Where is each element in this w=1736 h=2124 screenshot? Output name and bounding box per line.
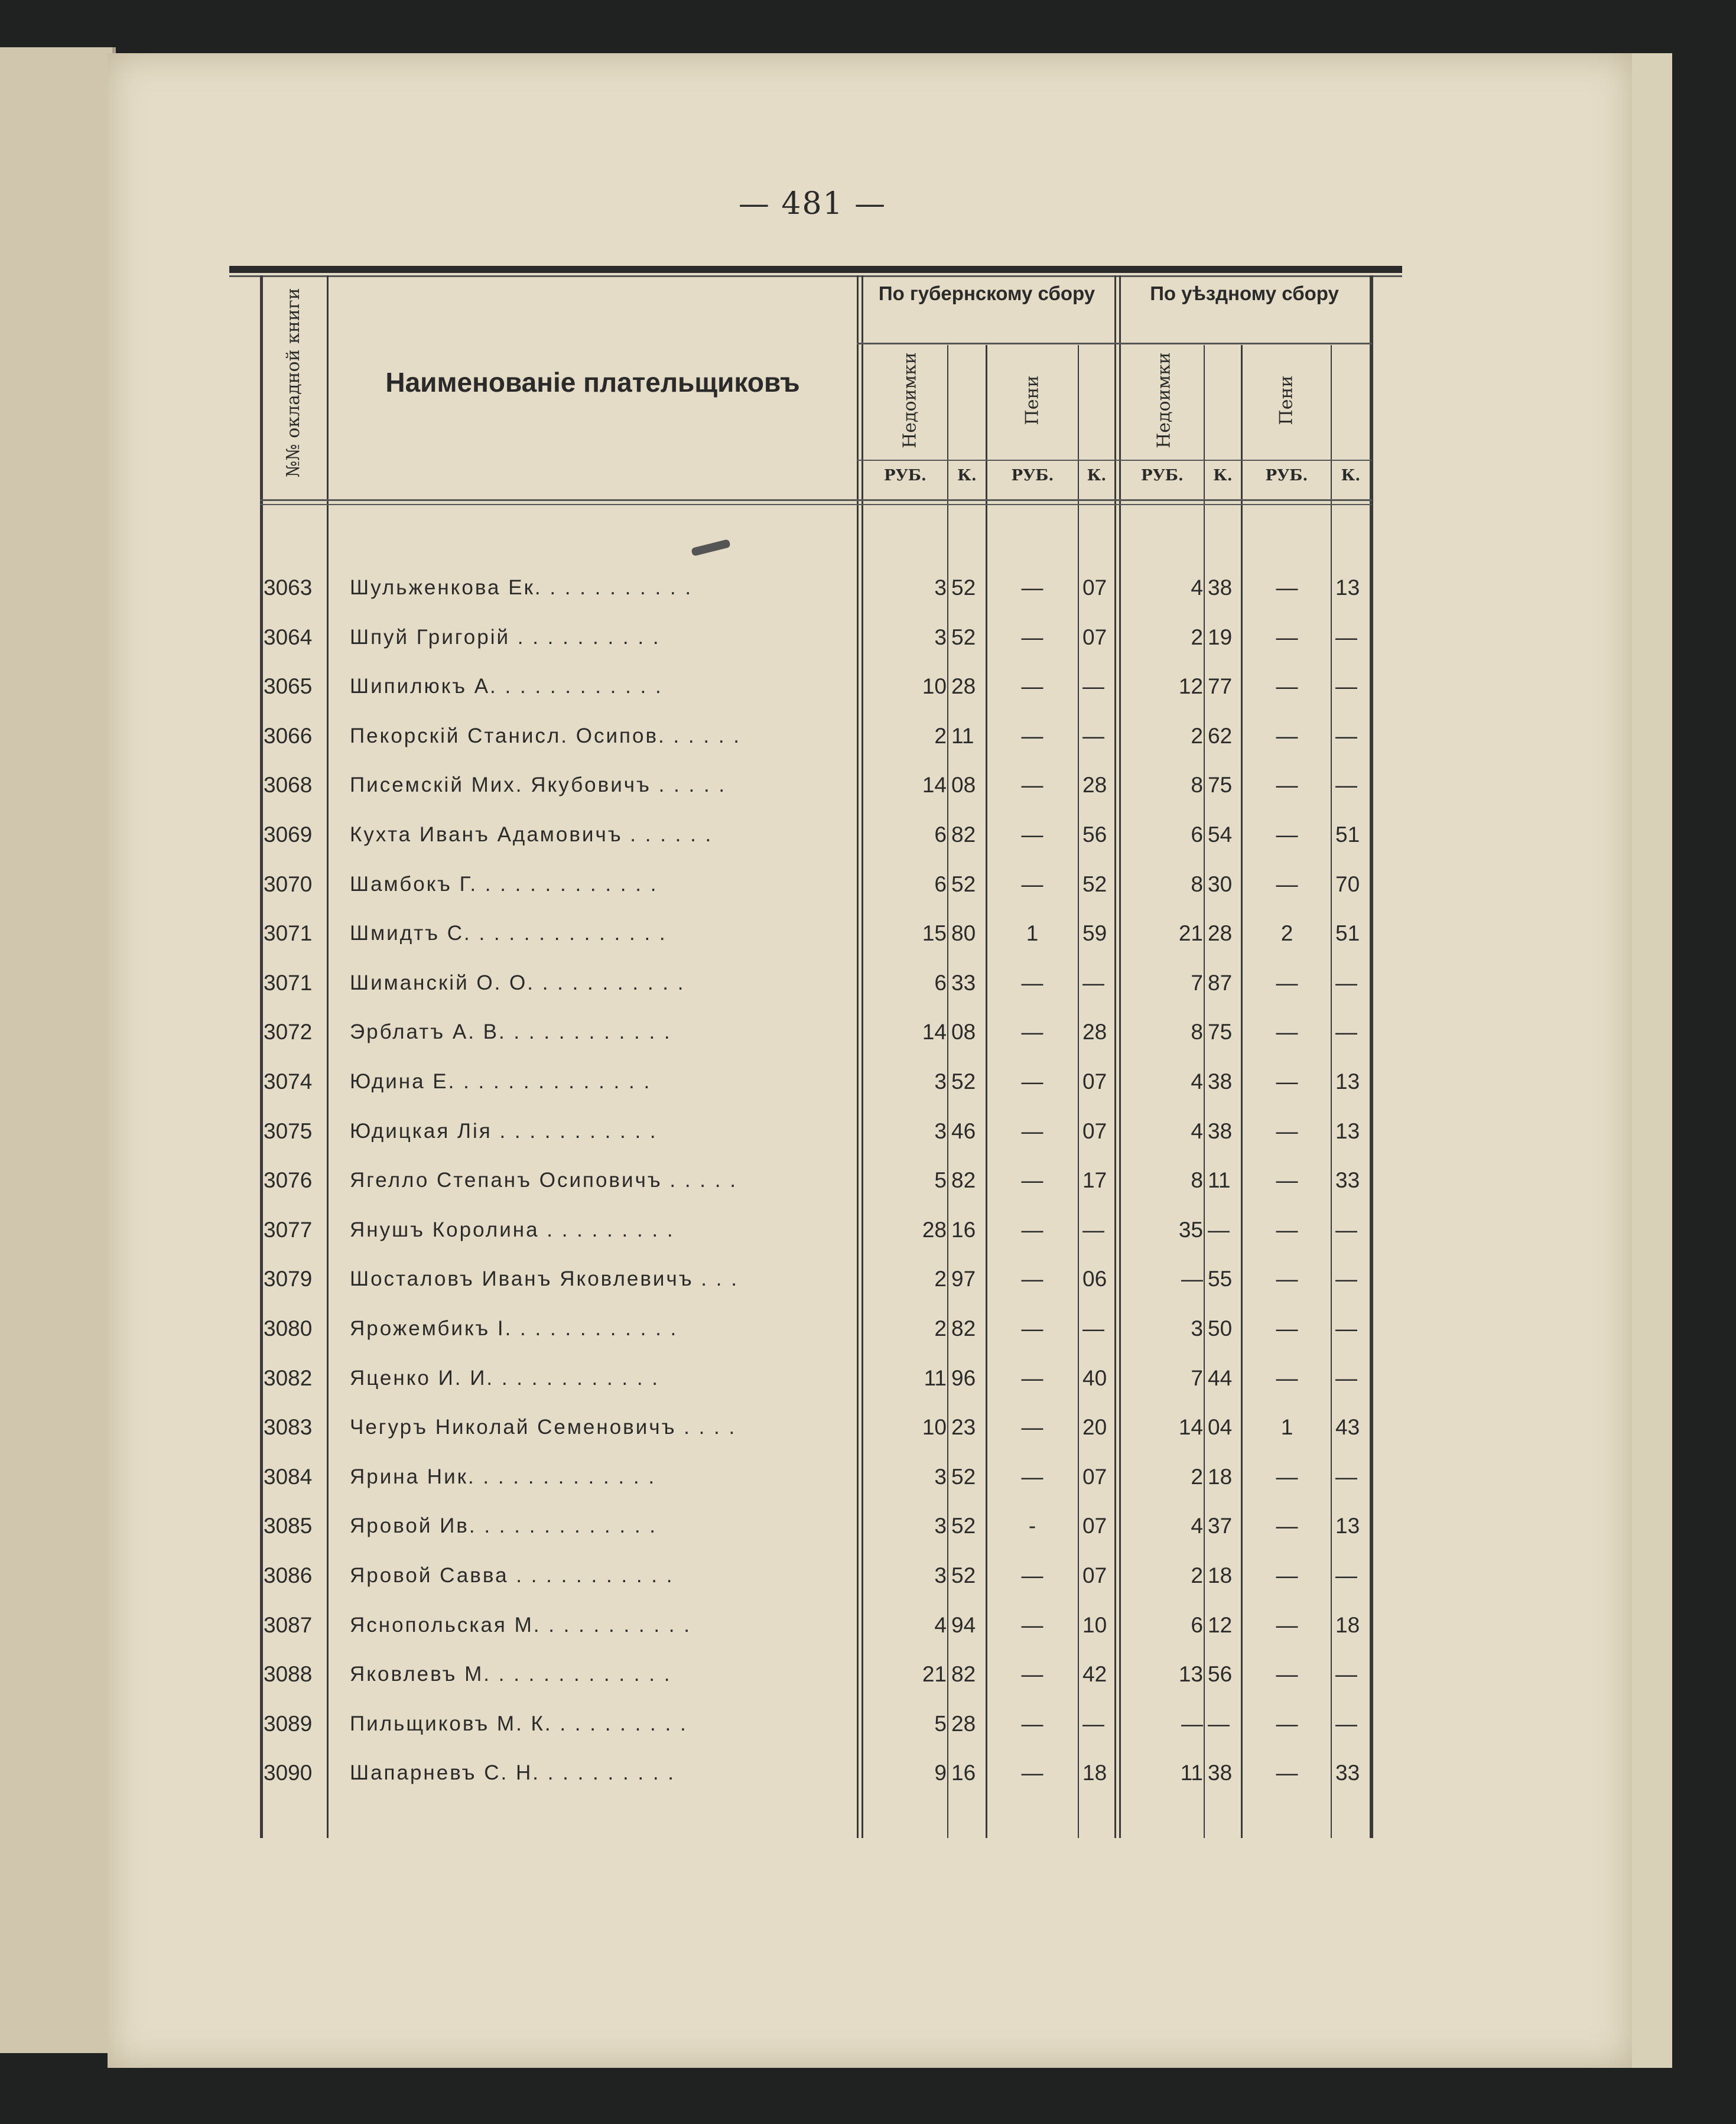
cell-uezd-peni-kop: — [1335, 971, 1357, 995]
cell-uezd-nedoimki-kop: 18 [1208, 1465, 1233, 1489]
header-uezd-nedoimki: Недоимки [1153, 352, 1175, 448]
cell-gub-nedoimki-kop: 16 [951, 1218, 976, 1242]
cell-uezd-peni-rub: — [1276, 1218, 1298, 1242]
cell-uezd-peni-kop: — [1335, 724, 1357, 748]
cell-gub-nedoimki-kop: 82 [951, 1662, 976, 1686]
cell-gub-peni-kop: 20 [1082, 1415, 1107, 1439]
cell-uezd-nedoimki-rub: 35 [1178, 1218, 1203, 1242]
cell-uezd-peni-rub: — [1276, 1514, 1298, 1538]
cell-uezd-nedoimki-kop: 77 [1208, 674, 1233, 698]
cell-gub-nedoimki-rub: 2 [934, 724, 947, 748]
cell-uezd-peni-rub: — [1276, 575, 1298, 600]
header-bottom-rule [260, 499, 1372, 501]
cell-gub-nedoimki-kop: 52 [951, 1514, 976, 1538]
cell-uezd-nedoimki-rub: 4 [1191, 1119, 1203, 1143]
cell-uezd-nedoimki-kop: 18 [1208, 1563, 1233, 1588]
cell-gub-nedoimki-kop: 94 [951, 1613, 976, 1637]
cell-gub-peni-kop: 42 [1082, 1662, 1107, 1686]
cell-gub-peni-kop: 07 [1082, 575, 1107, 600]
cell-gub-nedoimki-rub: 2 [934, 1316, 947, 1341]
cell-gub-nedoimki-rub: 28 [922, 1218, 947, 1242]
cell-book-number: 3071 [264, 971, 313, 995]
cell-gub-peni-rub: - [1028, 1514, 1036, 1538]
table-row [0, 1058, 1736, 1105]
cell-gub-peni-rub: — [1021, 1218, 1043, 1242]
cell-gub-peni-rub: — [1021, 1316, 1043, 1341]
cell-uezd-nedoimki-kop: 37 [1208, 1514, 1233, 1538]
cell-gub-nedoimki-rub: 2 [934, 1267, 947, 1291]
cell-uezd-nedoimki-rub: 4 [1191, 575, 1203, 600]
header-bottom-rule-double [260, 504, 1372, 505]
cell-gub-peni-rub: — [1021, 1712, 1043, 1736]
cell-payer-name: Яровой Ив. . . . . . . . . . . . . [350, 1514, 658, 1537]
cell-payer-name: Яценко И. И. . . . . . . . . . . . [350, 1367, 660, 1390]
cell-uezd-nedoimki-rub: 12 [1178, 674, 1203, 698]
cell-book-number: 3076 [264, 1168, 313, 1192]
header-gub-peni: Пени [1022, 375, 1043, 425]
table-row [0, 1602, 1736, 1649]
cell-uezd-nedoimki-rub: 2 [1191, 625, 1203, 649]
cell-uezd-peni-kop: 13 [1335, 1069, 1360, 1094]
cell-uezd-nedoimki-kop: 75 [1208, 1020, 1233, 1044]
cell-book-number: 3063 [264, 575, 313, 600]
cell-uezd-nedoimki-kop: 30 [1208, 872, 1233, 896]
table-row [0, 1749, 1736, 1797]
cell-uezd-peni-kop: 18 [1335, 1613, 1360, 1637]
cell-gub-peni-rub: — [1021, 1761, 1043, 1785]
cell-gub-nedoimki-rub: 14 [922, 773, 947, 797]
table-row [0, 713, 1736, 760]
cell-book-number: 3071 [264, 921, 313, 945]
cell-gub-nedoimki-rub: 3 [934, 575, 947, 600]
cell-gub-nedoimki-rub: 14 [922, 1020, 947, 1044]
cell-gub-peni-rub: — [1021, 872, 1043, 896]
cell-payer-name: Шипилюкъ А. . . . . . . . . . . . [350, 675, 663, 698]
cell-gub-nedoimki-kop: 52 [951, 1563, 976, 1588]
cell-uezd-nedoimki-kop: 56 [1208, 1662, 1233, 1686]
header-uezd-peni-kop: К. [1341, 467, 1361, 484]
cell-book-number: 3070 [264, 872, 313, 896]
cell-uezd-peni-kop: — [1335, 773, 1357, 797]
cell-payer-name: Шмидтъ С. . . . . . . . . . . . . . [350, 922, 667, 945]
cell-gub-nedoimki-kop: 82 [951, 1316, 976, 1341]
cell-uezd-peni-rub: — [1276, 822, 1298, 847]
cell-gub-peni-kop: — [1082, 674, 1104, 698]
cell-uezd-nedoimki-rub: — [1181, 1712, 1203, 1736]
cell-gub-peni-rub: — [1021, 575, 1043, 600]
cell-gub-nedoimki-kop: 28 [951, 674, 976, 698]
cell-uezd-nedoimki-kop: 04 [1208, 1415, 1233, 1439]
cell-gub-peni-kop: 17 [1082, 1168, 1107, 1192]
cell-gub-peni-rub: — [1021, 1119, 1043, 1143]
cell-book-number: 3068 [264, 773, 313, 797]
cell-gub-nedoimki-kop: 08 [951, 1020, 976, 1044]
cell-gub-peni-kop: — [1082, 1316, 1104, 1341]
cell-gub-nedoimki-rub: 11 [924, 1366, 947, 1390]
cell-gub-nedoimki-rub: 10 [922, 674, 947, 698]
cell-uezd-peni-kop: — [1335, 1020, 1357, 1044]
cell-gub-nedoimki-rub: 6 [934, 971, 947, 995]
cell-uezd-nedoimki-kop: 38 [1208, 1761, 1233, 1785]
cell-gub-nedoimki-rub: 6 [934, 872, 947, 896]
cell-gub-nedoimki-rub: 6 [934, 822, 947, 847]
cell-book-number: 3089 [264, 1712, 313, 1736]
cell-book-number: 3064 [264, 625, 313, 649]
cell-uezd-nedoimki-kop: 11 [1208, 1168, 1231, 1192]
cell-gub-peni-kop: 40 [1082, 1366, 1107, 1390]
cell-book-number: 3077 [264, 1218, 313, 1242]
header-col-name: Наименованіе плательщиковъ [385, 367, 800, 398]
cell-uezd-peni-kop: — [1335, 1366, 1357, 1390]
cell-gub-peni-rub: — [1021, 1415, 1043, 1439]
cell-uezd-peni-rub: — [1276, 1563, 1298, 1588]
cell-uezd-nedoimki-rub: 6 [1191, 822, 1203, 847]
cell-book-number: 3090 [264, 1761, 313, 1785]
cell-uezd-nedoimki-rub: 2 [1191, 1465, 1203, 1489]
table-row [0, 910, 1736, 957]
cell-book-number: 3088 [264, 1662, 313, 1686]
cell-uezd-nedoimki-kop: 55 [1208, 1267, 1233, 1291]
table-row [0, 861, 1736, 908]
cell-uezd-nedoimki-rub: 4 [1191, 1069, 1203, 1094]
table-row [0, 811, 1736, 858]
cell-gub-peni-kop: 52 [1082, 872, 1107, 896]
table-row [0, 1355, 1736, 1402]
cell-gub-nedoimki-kop: 52 [951, 1069, 976, 1094]
cell-gub-peni-rub: — [1021, 1563, 1043, 1588]
table-row [0, 1009, 1736, 1056]
cell-uezd-nedoimki-rub: 8 [1191, 872, 1203, 896]
cell-payer-name: Ярина Ник. . . . . . . . . . . . . [350, 1465, 656, 1488]
cell-uezd-peni-rub: — [1276, 1366, 1298, 1390]
header-unit-rule [857, 460, 1372, 461]
cell-uezd-nedoimki-rub: 21 [1178, 921, 1203, 945]
cell-gub-nedoimki-rub: 3 [934, 1465, 947, 1489]
cell-uezd-nedoimki-rub: 8 [1191, 1168, 1203, 1192]
cell-uezd-peni-kop: — [1335, 1662, 1357, 1686]
cell-uezd-peni-rub: — [1276, 1465, 1298, 1489]
cell-payer-name: Шульженкова Ек. . . . . . . . . . . [350, 576, 693, 599]
table-row [0, 614, 1736, 661]
cell-uezd-peni-kop: — [1335, 1712, 1357, 1736]
table-row [0, 564, 1736, 611]
header-gub-nedo-rub: РУБ. [884, 467, 926, 484]
cell-uezd-nedoimki-kop: 19 [1208, 625, 1233, 649]
cell-uezd-nedoimki-rub: 6 [1191, 1613, 1203, 1637]
cell-gub-nedoimki-kop: 52 [951, 625, 976, 649]
cell-book-number: 3065 [264, 674, 313, 698]
cell-gub-nedoimki-rub: 15 [922, 921, 947, 945]
cell-uezd-peni-rub: — [1276, 971, 1298, 995]
cell-gub-peni-kop: — [1082, 1712, 1104, 1736]
header-uezd-peni-rub: РУБ. [1265, 467, 1308, 484]
table-row [0, 1108, 1736, 1155]
cell-gub-nedoimki-rub: 3 [934, 1119, 947, 1143]
cell-gub-peni-rub: — [1021, 625, 1043, 649]
cell-payer-name: Янушъ Королина . . . . . . . . . [350, 1218, 675, 1241]
cell-uezd-nedoimki-kop: 54 [1208, 822, 1233, 847]
cell-uezd-nedoimki-rub: 2 [1191, 1563, 1203, 1588]
cell-payer-name: Юдицкая Лія . . . . . . . . . . . [350, 1120, 658, 1143]
cell-gub-nedoimki-rub: 5 [934, 1712, 947, 1736]
cell-uezd-peni-kop: 33 [1335, 1168, 1360, 1192]
table-row [0, 959, 1736, 1007]
table-row [0, 1305, 1736, 1352]
cell-uezd-peni-kop: — [1335, 674, 1357, 698]
cell-gub-nedoimki-kop: 33 [951, 971, 976, 995]
cell-uezd-nedoimki-rub: 14 [1178, 1415, 1203, 1439]
cell-uezd-nedoimki-rub: 8 [1191, 1020, 1203, 1044]
table-top-rule [229, 266, 1402, 273]
cell-payer-name: Пекорскій Станисл. Осипов. . . . . . [350, 724, 742, 747]
cell-uezd-peni-kop: — [1335, 625, 1357, 649]
table-row [0, 1453, 1736, 1501]
cell-gub-nedoimki-rub: 3 [934, 1514, 947, 1538]
cell-gub-peni-kop: — [1082, 1218, 1104, 1242]
cell-uezd-nedoimki-rub: 7 [1191, 971, 1203, 995]
cell-payer-name: Яровой Савва . . . . . . . . . . . [350, 1564, 674, 1587]
cell-uezd-peni-rub: — [1276, 1613, 1298, 1637]
cell-uezd-nedoimki-rub: 13 [1178, 1662, 1203, 1686]
cell-gub-nedoimki-kop: 97 [951, 1267, 976, 1291]
cell-uezd-nedoimki-kop: 87 [1208, 971, 1233, 995]
cell-gub-peni-rub: — [1021, 1465, 1043, 1489]
cell-gub-nedoimki-kop: 96 [951, 1366, 976, 1390]
cell-payer-name: Яковлевъ М. . . . . . . . . . . . . [350, 1663, 672, 1686]
cell-payer-name: Яснопольская М. . . . . . . . . . . [350, 1614, 691, 1637]
header-uezd-peni: Пени [1276, 375, 1297, 425]
cell-uezd-peni-kop: 70 [1335, 872, 1360, 896]
cell-payer-name: Юдина Е. . . . . . . . . . . . . . [350, 1070, 652, 1093]
cell-gub-nedoimki-kop: 23 [951, 1415, 976, 1439]
cell-uezd-peni-rub: — [1276, 1020, 1298, 1044]
table-row [0, 762, 1736, 809]
cell-book-number: 3066 [264, 724, 313, 748]
cell-gub-peni-kop: 07 [1082, 1514, 1107, 1538]
cell-uezd-nedoimki-rub: 8 [1191, 773, 1203, 797]
header-gub-peni-kop: К. [1087, 467, 1107, 484]
table-row [0, 1206, 1736, 1254]
cell-gub-peni-rub: — [1021, 674, 1043, 698]
header-col-num: №№ окладной книги [283, 288, 304, 477]
cell-uezd-nedoimki-kop: 38 [1208, 575, 1233, 600]
cell-uezd-peni-kop: 43 [1335, 1415, 1360, 1439]
cell-payer-name: Шамбокъ Г. . . . . . . . . . . . . [350, 873, 658, 896]
cell-payer-name: Шапарневъ С. Н. . . . . . . . . . [350, 1761, 676, 1784]
header-group-uezd: По уѣздному сбору [1150, 282, 1339, 304]
cell-gub-nedoimki-rub: 10 [922, 1415, 947, 1439]
cell-uezd-peni-rub: 1 [1280, 1415, 1293, 1439]
cell-uezd-nedoimki-kop: 62 [1208, 724, 1233, 748]
cell-book-number: 3079 [264, 1267, 313, 1291]
header-uezd-nedo-rub: РУБ. [1141, 467, 1184, 484]
cell-gub-nedoimki-kop: 11 [951, 724, 974, 748]
cell-uezd-nedoimki-rub: 4 [1191, 1514, 1203, 1538]
cell-gub-peni-rub: — [1021, 724, 1043, 748]
table-top-rule-thin [229, 275, 1402, 277]
cell-payer-name: Кухта Иванъ Адамовичъ . . . . . . [350, 823, 713, 846]
cell-uezd-peni-rub: — [1276, 1267, 1298, 1291]
cell-gub-peni-kop: 06 [1082, 1267, 1107, 1291]
cell-payer-name: Шиманскій О. О. . . . . . . . . . . [350, 971, 685, 994]
cell-book-number: 3083 [264, 1415, 313, 1439]
table-row [0, 1502, 1736, 1550]
cell-gub-peni-kop: — [1082, 724, 1104, 748]
cell-gub-peni-rub: — [1021, 1168, 1043, 1192]
cell-uezd-peni-kop: — [1335, 1218, 1357, 1242]
cell-gub-peni-rub: — [1021, 1366, 1043, 1390]
cell-book-number: 3085 [264, 1514, 313, 1538]
cell-gub-peni-kop: 07 [1082, 1465, 1107, 1489]
cell-book-number: 3072 [264, 1020, 313, 1044]
cell-gub-nedoimki-kop: 82 [951, 1168, 976, 1192]
cell-gub-peni-rub: — [1021, 971, 1043, 995]
cell-book-number: 3086 [264, 1563, 313, 1588]
cell-gub-peni-rub: — [1021, 773, 1043, 797]
table-row [0, 663, 1736, 710]
cell-uezd-peni-rub: — [1276, 625, 1298, 649]
cell-uezd-nedoimki-kop: 38 [1208, 1119, 1233, 1143]
cell-uezd-nedoimki-kop: 50 [1208, 1316, 1233, 1341]
cell-gub-peni-kop: 28 [1082, 773, 1107, 797]
cell-uezd-peni-rub: — [1276, 674, 1298, 698]
cell-uezd-nedoimki-kop: 44 [1208, 1366, 1233, 1390]
cell-uezd-peni-rub: 2 [1280, 921, 1293, 945]
cell-uezd-nedoimki-rub: 2 [1191, 724, 1203, 748]
cell-gub-nedoimki-rub: 9 [934, 1761, 947, 1785]
cell-book-number: 3084 [264, 1465, 313, 1489]
cell-gub-peni-kop: 28 [1082, 1020, 1107, 1044]
cell-uezd-nedoimki-kop: 28 [1208, 921, 1233, 945]
cell-gub-nedoimki-rub: 3 [934, 1069, 947, 1094]
cell-book-number: 3087 [264, 1613, 313, 1637]
cell-uezd-peni-kop: 13 [1335, 1514, 1360, 1538]
cell-payer-name: Шпуй Григорій . . . . . . . . . . [350, 626, 661, 649]
cell-book-number: 3074 [264, 1069, 313, 1094]
cell-payer-name: Шосталовъ Иванъ Яковлевичъ . . . [350, 1267, 739, 1290]
cell-gub-peni-rub: — [1021, 1069, 1043, 1094]
cell-gub-peni-rub: — [1021, 822, 1043, 847]
cell-uezd-nedoimki-kop: 12 [1208, 1613, 1233, 1637]
cell-gub-peni-kop: 10 [1082, 1613, 1107, 1637]
header-group-gub: По губернскому сбору [878, 282, 1095, 304]
cell-book-number: 3080 [264, 1316, 313, 1341]
page-number: — 481 — [738, 186, 887, 222]
cell-uezd-peni-rub: — [1276, 1316, 1298, 1341]
cell-gub-peni-kop: 07 [1082, 625, 1107, 649]
cell-gub-nedoimki-kop: 16 [951, 1761, 976, 1785]
cell-gub-nedoimki-kop: 52 [951, 872, 976, 896]
cell-uezd-peni-kop: — [1335, 1563, 1357, 1588]
table-row [0, 1651, 1736, 1698]
cell-gub-peni-kop: 07 [1082, 1119, 1107, 1143]
cell-payer-name: Чегуръ Николай Семеновичъ . . . . [350, 1416, 737, 1439]
header-uezd-nedo-kop: К. [1213, 467, 1233, 484]
cell-gub-peni-rub: 1 [1026, 921, 1039, 945]
cell-uezd-nedoimki-rub: — [1181, 1267, 1203, 1291]
cell-uezd-peni-rub: — [1276, 1119, 1298, 1143]
table-row [0, 1255, 1736, 1303]
cell-uezd-peni-rub: — [1276, 1712, 1298, 1736]
cell-uezd-peni-rub: — [1276, 724, 1298, 748]
cell-uezd-peni-kop: 13 [1335, 575, 1360, 600]
cell-gub-nedoimki-kop: 82 [951, 822, 976, 847]
header-group-rule [857, 343, 1372, 344]
cell-payer-name: Эрблатъ А. В. . . . . . . . . . . . [350, 1020, 672, 1043]
cell-payer-name: Пильщиковъ М. К. . . . . . . . . . [350, 1712, 688, 1735]
cell-book-number: 3075 [264, 1119, 313, 1143]
table-row [0, 1552, 1736, 1599]
cell-gub-peni-kop: 56 [1082, 822, 1107, 847]
cell-gub-nedoimki-rub: 21 [922, 1662, 947, 1686]
cell-uezd-nedoimki-kop: — [1208, 1712, 1230, 1736]
cell-book-number: 3069 [264, 822, 313, 847]
cell-gub-peni-rub: — [1021, 1020, 1043, 1044]
cell-gub-nedoimki-rub: 4 [934, 1613, 947, 1637]
cell-uezd-peni-rub: — [1276, 872, 1298, 896]
cell-uezd-nedoimki-kop: 38 [1208, 1069, 1233, 1094]
table-row [0, 1404, 1736, 1451]
cell-uezd-peni-kop: — [1335, 1465, 1357, 1489]
cell-gub-peni-kop: 07 [1082, 1563, 1107, 1588]
cell-uezd-peni-rub: — [1276, 773, 1298, 797]
header-gub-nedo-kop: К. [957, 467, 977, 484]
cell-uezd-nedoimki-rub: 3 [1191, 1316, 1203, 1341]
header-gub-peni-rub: РУБ. [1011, 467, 1054, 484]
cell-uezd-peni-kop: 13 [1335, 1119, 1360, 1143]
table-row [0, 1157, 1736, 1204]
cell-uezd-nedoimki-rub: 7 [1191, 1366, 1203, 1390]
header-gub-nedoimki: Недоимки [899, 352, 921, 448]
cell-book-number: 3082 [264, 1366, 313, 1390]
cell-gub-nedoimki-rub: 3 [934, 625, 947, 649]
cell-gub-nedoimki-kop: 28 [951, 1712, 976, 1736]
cell-uezd-peni-kop: — [1335, 1267, 1357, 1291]
cell-uezd-peni-rub: — [1276, 1069, 1298, 1094]
table-row [0, 1700, 1736, 1748]
cell-uezd-peni-rub: — [1276, 1168, 1298, 1192]
cell-gub-nedoimki-rub: 5 [934, 1168, 947, 1192]
cell-uezd-nedoimki-rub: 11 [1180, 1761, 1203, 1785]
cell-gub-peni-kop: — [1082, 971, 1104, 995]
cell-gub-peni-kop: 18 [1082, 1761, 1107, 1785]
cell-gub-nedoimki-kop: 52 [951, 1465, 976, 1489]
cell-gub-nedoimki-rub: 3 [934, 1563, 947, 1588]
cell-gub-peni-kop: 07 [1082, 1069, 1107, 1094]
cell-gub-nedoimki-kop: 46 [951, 1119, 976, 1143]
cell-gub-peni-rub: — [1021, 1613, 1043, 1637]
cell-gub-peni-rub: — [1021, 1662, 1043, 1686]
cell-uezd-peni-kop: 51 [1335, 822, 1360, 847]
cell-gub-nedoimki-kop: 52 [951, 575, 976, 600]
cell-payer-name: Ягелло Степанъ Осиповичъ . . . . . [350, 1169, 737, 1192]
cell-uezd-nedoimki-kop: 75 [1208, 773, 1233, 797]
cell-payer-name: Писемскій Мих. Якубовичъ . . . . . [350, 773, 727, 796]
cell-gub-peni-rub: — [1021, 1267, 1043, 1291]
cell-uezd-peni-kop: 51 [1335, 921, 1360, 945]
cell-payer-name: Ярожембикъ І. . . . . . . . . . . . [350, 1317, 678, 1340]
cell-uezd-peni-rub: — [1276, 1662, 1298, 1686]
cell-uezd-peni-kop: — [1335, 1316, 1357, 1341]
cell-uezd-nedoimki-kop: — [1208, 1218, 1230, 1242]
cell-gub-peni-kop: 59 [1082, 921, 1107, 945]
cell-gub-nedoimki-kop: 80 [951, 921, 976, 945]
cell-uezd-peni-kop: 33 [1335, 1761, 1360, 1785]
cell-uezd-peni-rub: — [1276, 1761, 1298, 1785]
cell-gub-nedoimki-kop: 08 [951, 773, 976, 797]
